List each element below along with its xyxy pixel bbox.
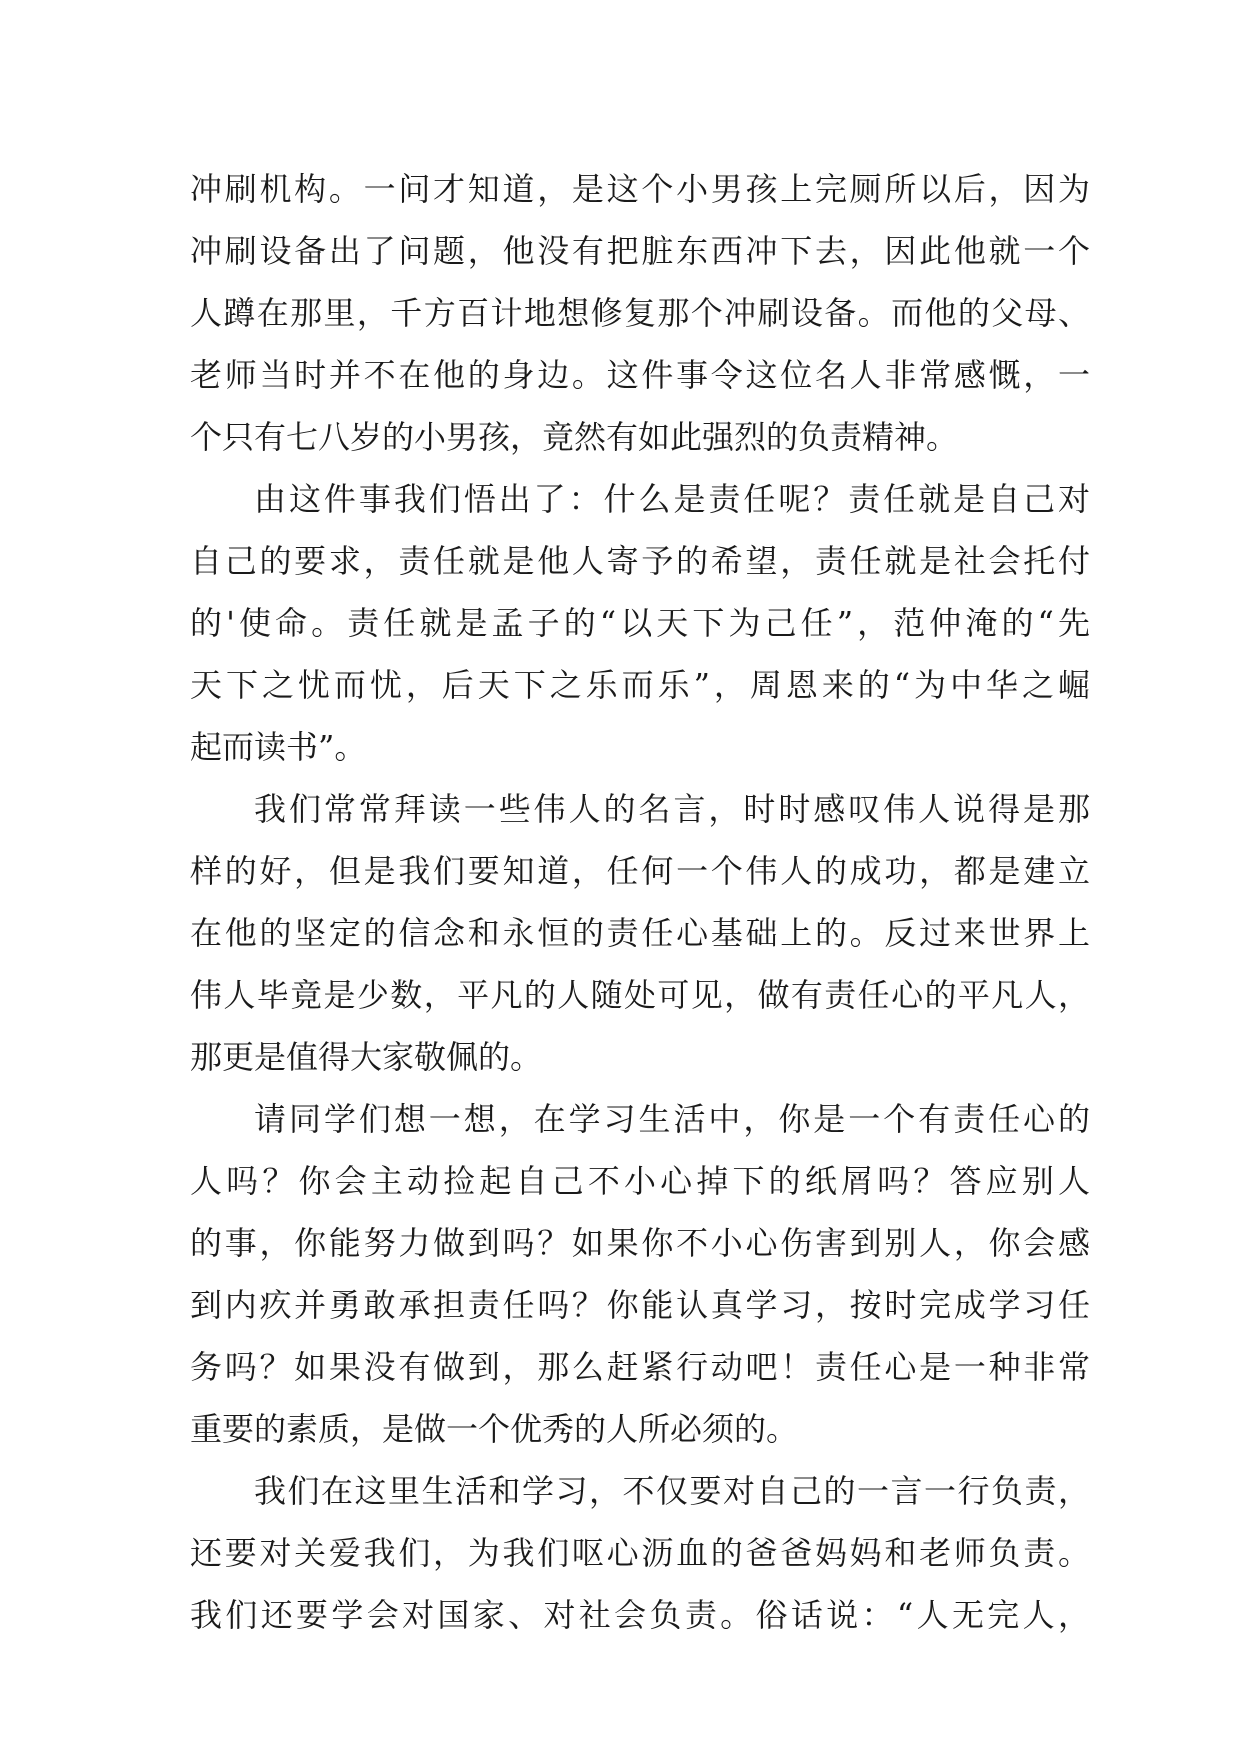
- text-line: 那更是值得大家敬佩的。: [190, 1038, 543, 1076]
- text-line: 的'使命。责任就是孟子的“以天下为己任”，范仲淹的“先: [190, 604, 1090, 642]
- text-line: 我们常常拜读一些伟人的名言，时时感叹伟人说得是那: [254, 790, 1090, 828]
- text-line: 老师当时并不在他的身边。这件事令这位名人非常感慨，一: [190, 356, 1090, 394]
- text-line: 冲刷设备出了问题，他没有把脏东西冲下去，因此他就一个: [190, 232, 1090, 270]
- text-line: 由这件事我们悟出了：什么是责任呢？责任就是自己对: [254, 480, 1090, 518]
- text-line: 人蹲在那里，千方百计地想修复那个冲刷设备。而他的父母、: [190, 294, 1090, 332]
- text-line: 个只有七八岁的小男孩，竟然有如此强烈的负责精神。: [190, 418, 959, 456]
- document-body: [190, 158, 1090, 1646]
- text-line: 务吗？如果没有做到，那么赶紧行动吧！责任心是一种非常: [190, 1348, 1090, 1386]
- text-line: 样的好，但是我们要知道，任何一个伟人的成功，都是建立: [190, 852, 1090, 890]
- text-line: 在他的坚定的信念和永恒的责任心基础上的。反过来世界上: [190, 914, 1090, 952]
- text-line: 的事，你能努力做到吗？如果你不小心伤害到别人，你会感: [190, 1224, 1090, 1262]
- text-line: 冲刷机构。一问才知道，是这个小男孩上完厕所以后，因为: [190, 170, 1090, 208]
- text-line: 自己的要求，责任就是他人寄予的希望，责任就是社会托付: [190, 542, 1090, 580]
- text-line: 请同学们想一想，在学习生活中，你是一个有责任心的: [254, 1100, 1090, 1138]
- text-line: 还要对关爱我们，为我们呕心沥血的爸爸妈妈和老师负责。: [190, 1534, 1090, 1572]
- text-line: 人吗？你会主动捡起自己不小心掉下的纸屑吗？答应别人: [190, 1162, 1090, 1200]
- text-line: 天下之忧而忧，后天下之乐而乐”，周恩来的“为中华之崛: [190, 666, 1090, 704]
- text-line: 我们在这里生活和学习，不仅要对自己的一言一行负责，: [254, 1472, 1090, 1510]
- text-line: 到内疚并勇敢承担责任吗？你能认真学习，按时完成学习任: [190, 1286, 1090, 1324]
- text-line: 伟人毕竟是少数，平凡的人随处可见，做有责任心的平凡人，: [190, 976, 1090, 1014]
- text-line: 我们还要学会对国家、对社会负责。俗话说：“人无完人，: [190, 1596, 1090, 1634]
- text-line: 起而读书”。: [190, 728, 367, 766]
- text-line: 重要的素质，是做一个优秀的人所必须的。: [190, 1410, 799, 1448]
